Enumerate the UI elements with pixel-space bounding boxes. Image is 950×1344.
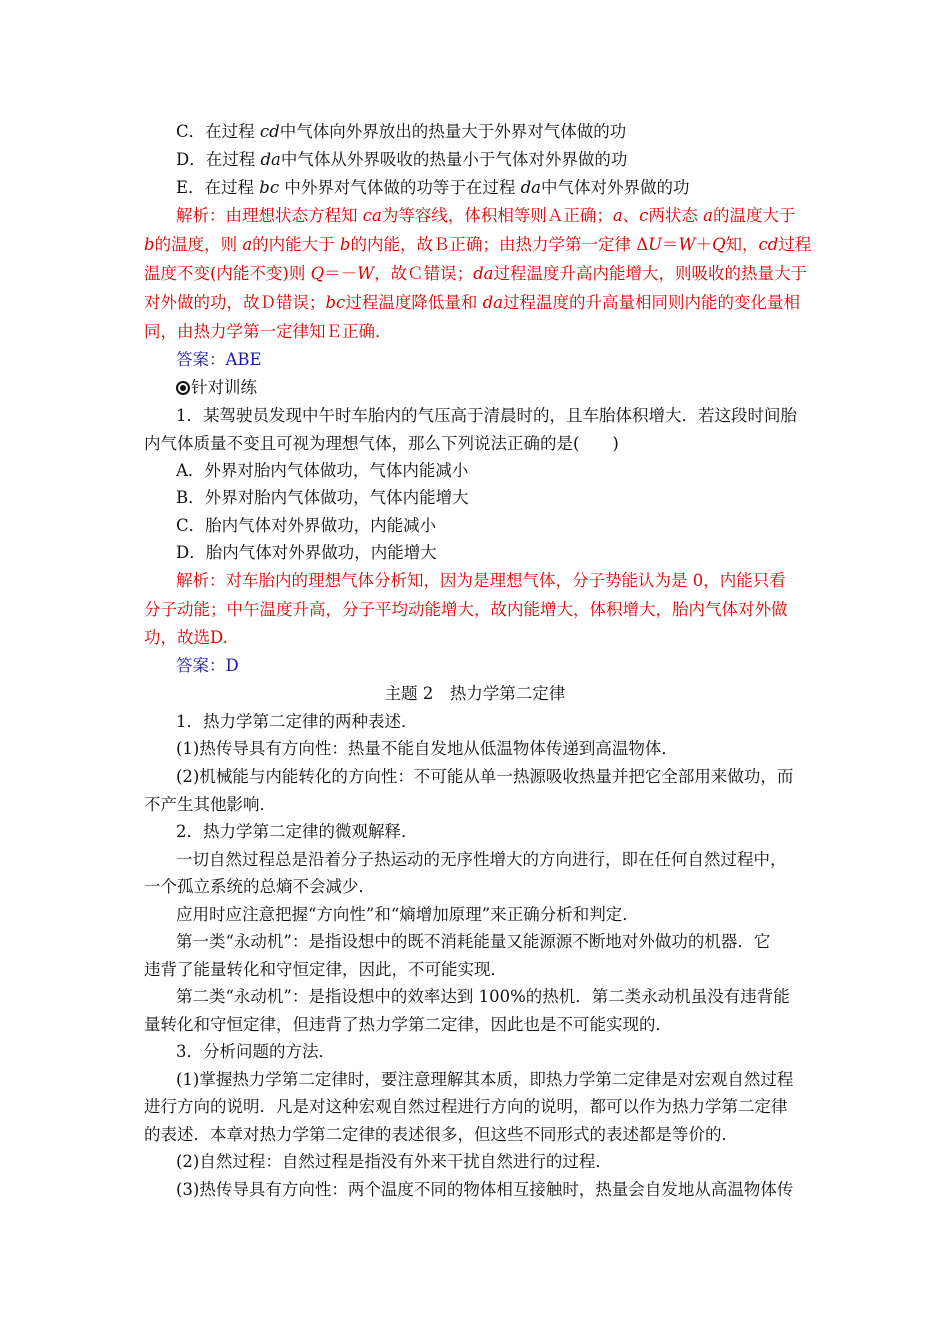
question-1-line-2: 内气体质量不变且可视为理想气体，那么下列说法正确的是( ) [144,434,619,453]
option-d: D．在过程 da中气体从外界吸收的热量小于气体对外界做的功 [176,150,628,169]
question-1-line-1: 1．某驾驶员发现中午时车胎内的气压高于清晨时的，且车胎体积增大．若这段时间胎 [176,406,797,425]
theme-2-title: 主题 2 热力学第二定律 [384,684,566,703]
theme-line: 一个孤立系统的总熵不会减少． [144,877,375,896]
theme-line: (2)机械能与内能转化的方向性：不可能从单一热源吸收热量并把它全部用来做功，而 [176,767,794,786]
option-b: B．外界对胎内气体做功，气体内能增大 [176,488,469,507]
theme-line: 1．热力学第二定律的两种表述． [176,712,418,731]
theme-line: (2)自然过程：自然过程是指没有外来干扰自然进行的过程． [176,1152,612,1171]
theme-line: 进行方向的说明．凡是对这种宏观自然过程进行方向的说明，都可以作为热力学第二定律 [144,1097,788,1116]
theme-line: 第一类“永动机”：是指设想中的既不消耗能量又能源源不断地对外做功的机器．它 [176,932,771,951]
theme-line: 一切自然过程总是沿着分子热运动的无序性增大的方向进行，即在任何自然过程中， [176,850,787,869]
analysis-line-2: b的温度，则 a的内能大于 b的内能，故Ｂ正确；由热力学第一定律 ΔU＝W＋Q知，cd过程 [144,235,812,254]
theme-line: 的表述．本章对热力学第二定律的表述很多，但这些不同形式的表述都是等价的． [144,1125,738,1144]
theme-line: 量转化和守恒定律，但违背了热力学第二定律，因此也是不可能实现的． [144,1015,672,1034]
answer-2: 答案：D [176,656,239,675]
option-d2: D．胎内气体对外界做功，内能增大 [176,543,437,562]
theme-line: 2．热力学第二定律的微观解释． [176,822,418,841]
analysis-2-line-2: 分子动能；中午温度升高，分子平均动能增大，故内能增大，体积增大，胎内气体对外做 [144,600,788,619]
option-a: A．外界对胎内气体做功，气体内能减小 [176,461,469,480]
bullet-icon [176,381,190,395]
answer-1: 答案：ABE [176,350,262,369]
theme-line: (1)掌握热力学第二定律时，要注意理解其本质，即热力学第二定律是对宏观自然过程 [176,1070,794,1089]
analysis-2-line-1: 解析：对车胎内的理想气体分析知，因为是理想气体，分子势能认为是 0，内能只看 [176,571,786,590]
option-c: C．在过程 cd中气体向外界放出的热量大于外界对气体做的功 [176,122,627,141]
theme-line: 违背了能量转化和守恒定律，因此，不可能实现． [144,960,507,979]
option-e: E．在过程 bc 中外界对气体做的功等于在过程 da中气体对外界做的功 [176,178,690,197]
theme-line: 第二类“永动机”：是指设想中的效率达到 100%的热机．第二类永动机虽没有违背能 [176,987,790,1006]
option-c2: C．胎内气体对外界做功，内能减小 [176,516,437,535]
analysis-2-line-3: 功，故选D. [144,628,228,647]
theme-line: 3．分析问题的方法． [176,1042,335,1061]
analysis-line-5: 同，由热力学第一定律知Ｅ正确． [144,322,392,341]
theme-line: 应用时应注意把握“方向性”和“熵增加原理”来正确分析和判定． [176,905,639,924]
theme-line: 不产生其他影响． [144,795,276,814]
theme-line: (3)热传导具有方向性：两个温度不同的物体相互接触时，热量会自发地从高温物体传 [176,1180,794,1199]
practice-heading: 针对训练 [176,378,257,398]
analysis-line-4: 对外做的功，故Ｄ错误；bc过程温度降低量和 da过程温度的升高量相同则内能的变化量相 [144,293,800,312]
analysis-line-3: 温度不变(内能不变)则 Q＝－W，故Ｃ错误；da过程温度升高内能增大，则吸收的热量大于 [144,264,808,283]
theme-line: (1)热传导具有方向性：热量不能自发地从低温物体传递到高温物体． [176,739,678,758]
analysis-line-1: 解析：由理想状态方程知 ca为等容线，体积相等则Ａ正确；a、c两状态 a的温度大于 [176,206,796,225]
